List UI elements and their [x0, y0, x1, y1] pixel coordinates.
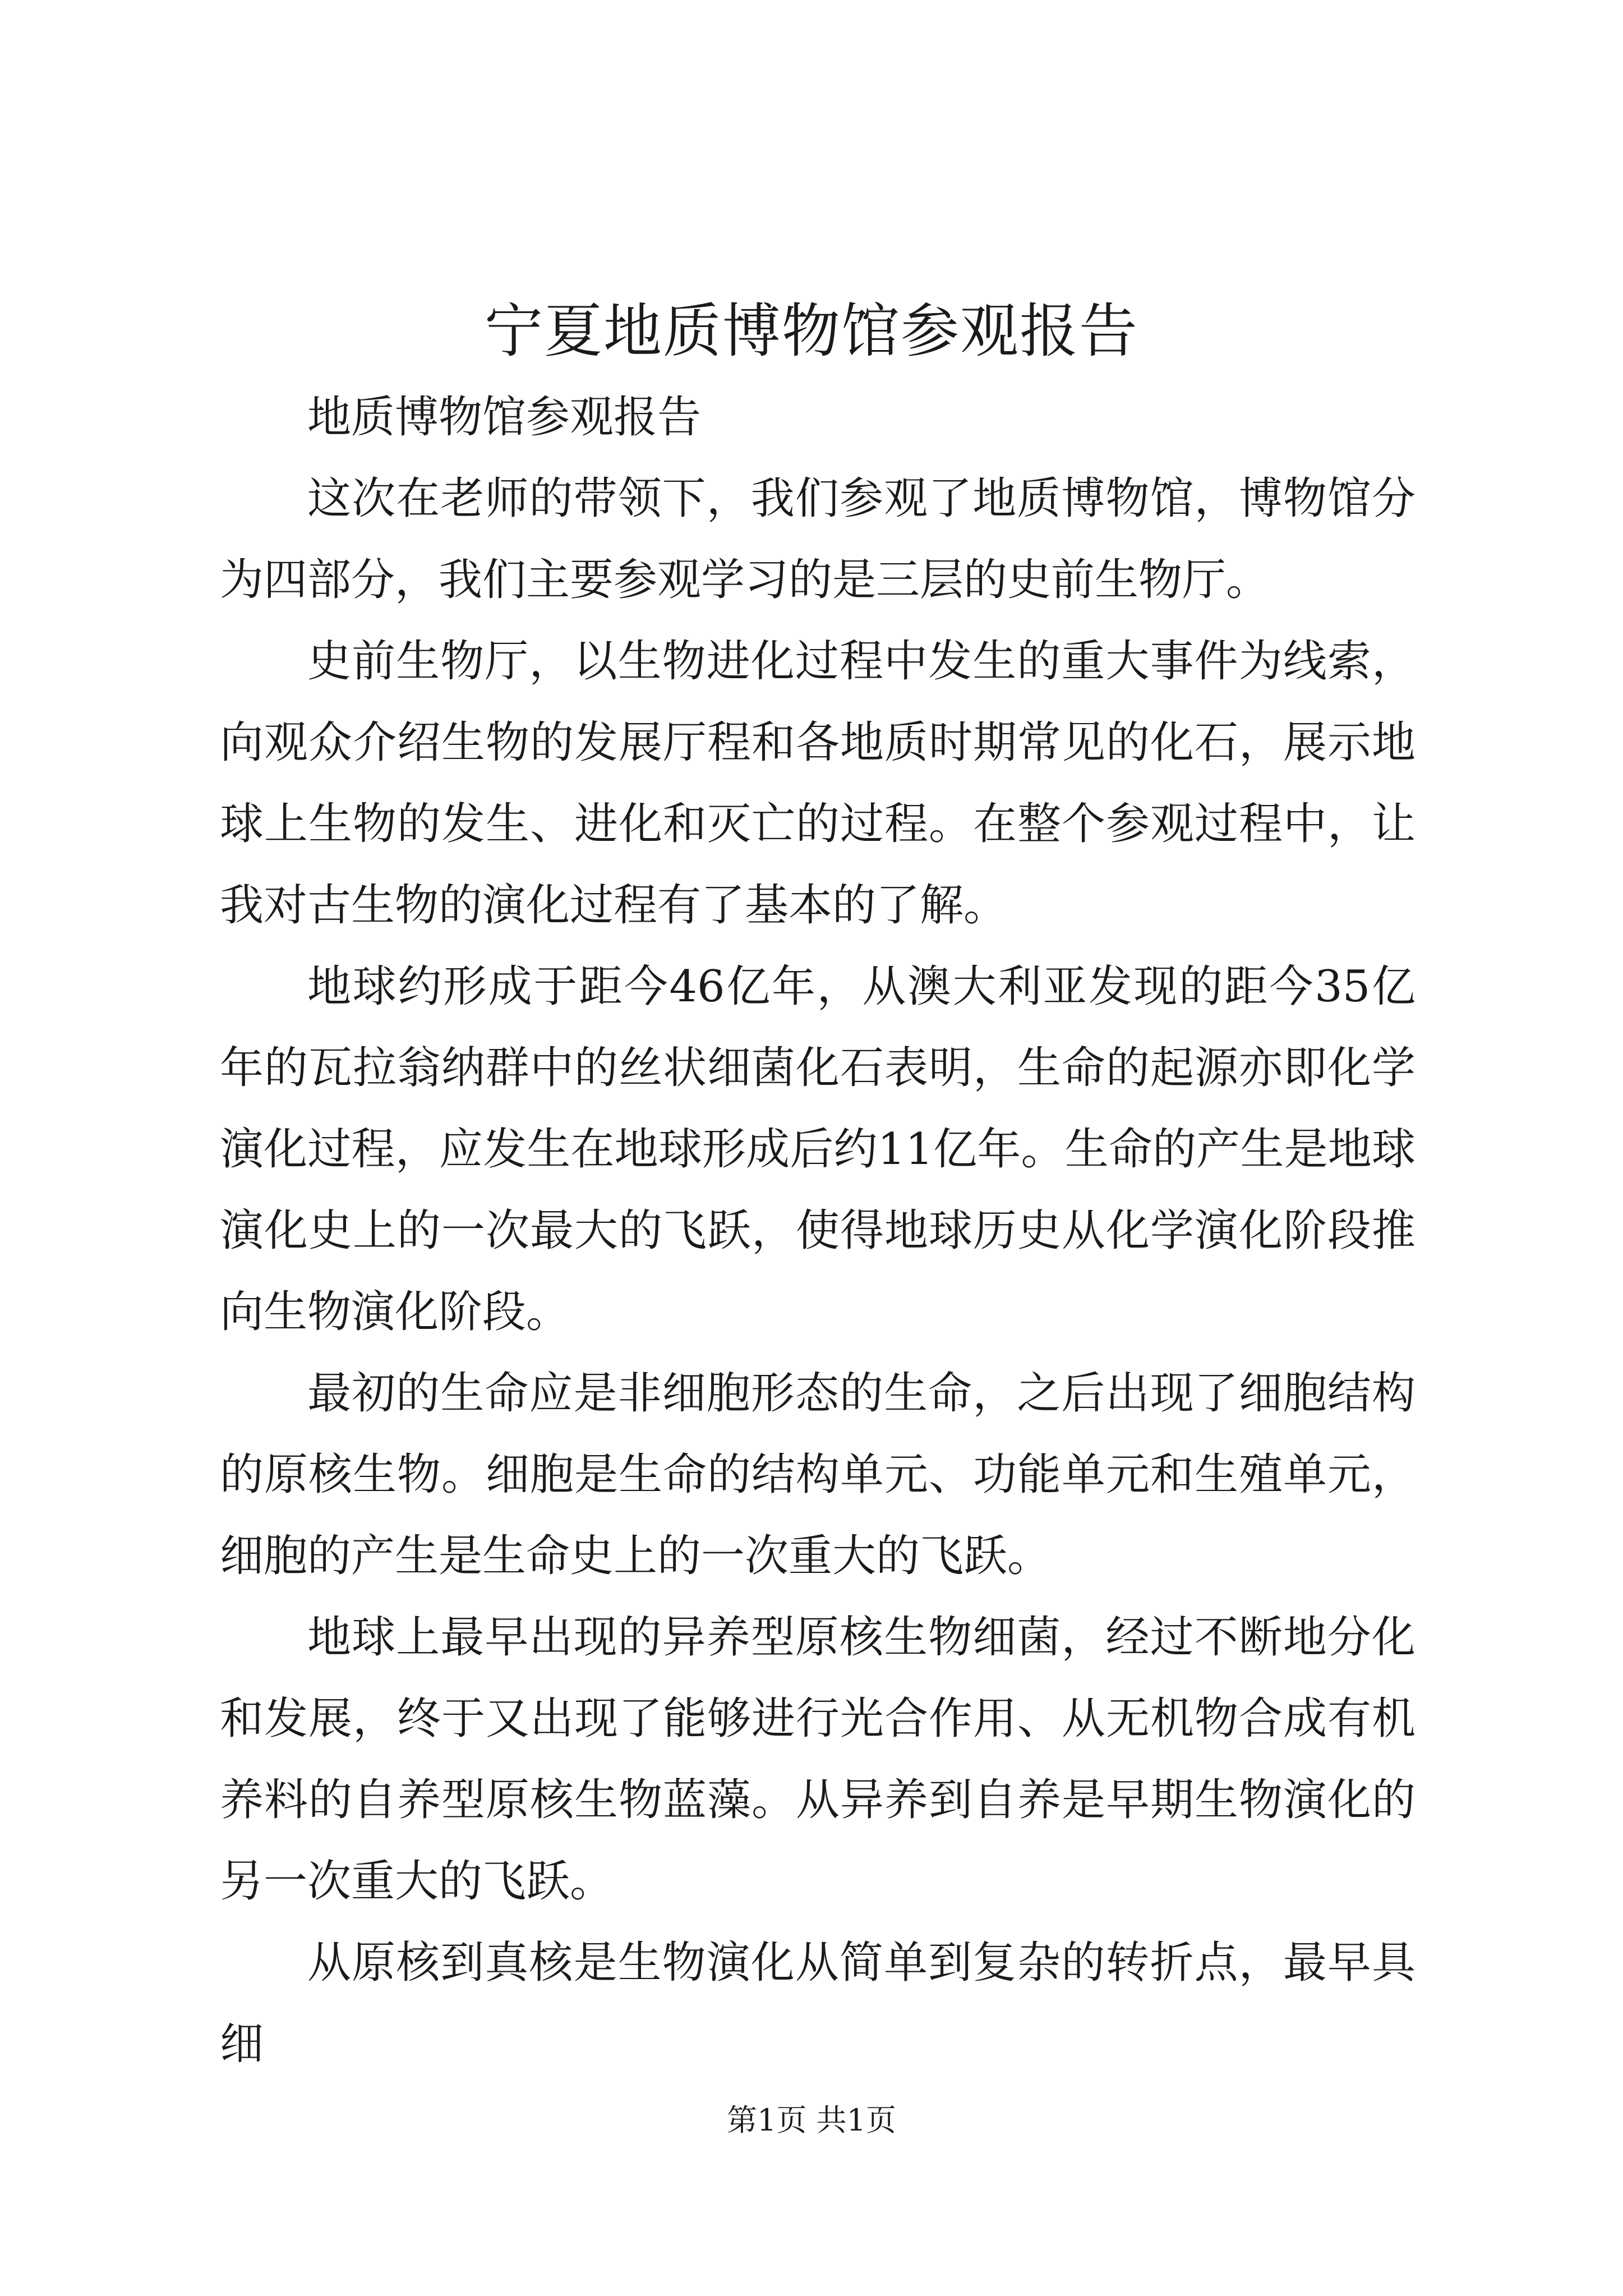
document-body: [220, 377, 1415, 2085]
page-footer: 第1页 共1页: [727, 2102, 896, 2138]
paragraph: 从原核到真核是生物演化从简单到复杂的转折点，最早具细: [220, 1938, 1415, 2069]
document-title: 宁夏地质博物馆参观报告: [484, 297, 1138, 365]
paragraph-subtitle: 地质博物馆参观报告: [307, 392, 702, 443]
paragraph: 史前生物厅，以生物进化过程中发生的重大事件为线索，向观众介绍生物的发展厅程和各地质时期常见的化石，展示地球上生物的发生、进化和灭亡的过程。在整个参观过程中，让我对古生物的演化过程有了基本的了解。: [220, 636, 1415, 931]
paragraph: 地球上最早出现的异养型原核生物细菌，经过不断地分化和发展，终于又出现了能够进行光合作用、从无机物合成有机养料的自养型原核生物蓝藻。从异养到自养是早期生物演化的另一次重大的飞跃。: [220, 1612, 1415, 1907]
paragraph: 地球约形成于距今46亿年，从澳大利亚发现的距今35亿年的瓦拉翁纳群中的丝状细菌化石表明，生命的起源亦即化学演化过程，应发生在地球形成后约11亿年。生命的产生是地球演化史上的一次最大的飞跃，使得地球历史从化学演化阶段推向生物演化阶段。: [220, 961, 1415, 1337]
paragraph: 这次在老师的带领下，我们参观了地质博物馆，博物馆分为四部分，我们主要参观学习的是三层的史前生物厅。: [220, 473, 1415, 605]
paragraph: 最初的生命应是非细胞形态的生命，之后出现了细胞结构的原核生物。细胞是生命的结构单元、功能单元和生殖单元，细胞的产生是生命史上的一次重大的飞跃。: [220, 1368, 1415, 1581]
